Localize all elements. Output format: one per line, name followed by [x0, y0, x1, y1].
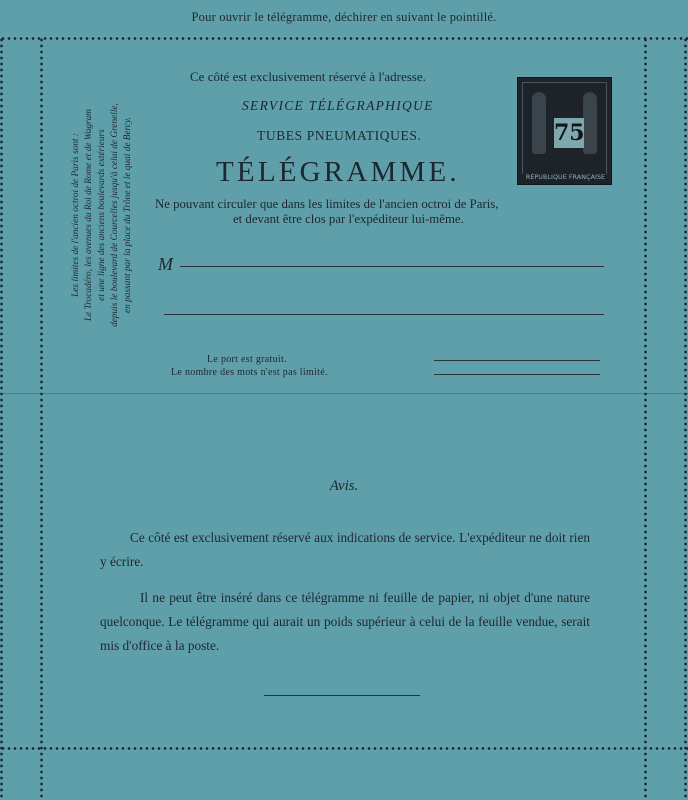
- notice-heading: Avis.: [329, 478, 359, 494]
- perforation-left: [0, 37, 3, 800]
- perforation-bottom: [0, 747, 688, 750]
- service-signature-line[interactable]: [264, 695, 420, 696]
- word-count-note: Le nombre des mots n'est pas limité.: [171, 367, 328, 378]
- address-line[interactable]: [164, 314, 604, 315]
- recipient-name-line[interactable]: [180, 266, 604, 267]
- tear-instruction: Pour ouvrir le télégramme, déchirer en suivant le pointillé.: [191, 10, 497, 24]
- stamp-figure-right-icon: [583, 92, 597, 154]
- restriction-line-2: et devant être clos par l'expéditeur lui-même.: [233, 212, 464, 226]
- perforation-right: [684, 37, 687, 800]
- restriction-line-1: Ne pouvant circuler que dans les limites de l'ancien octroi de Paris,: [155, 197, 499, 211]
- stamp-value: 75: [554, 120, 585, 146]
- perforation-left-inner: [40, 37, 43, 800]
- side-note-line: Le Trocadéro, les avenues du Roi de Rome et de Wagram: [84, 109, 94, 321]
- recipient-label: M: [158, 254, 173, 274]
- side-note-line: en passant par la place du Trône et le quai de Bercy.: [123, 117, 133, 313]
- address-line-short-1[interactable]: [434, 360, 600, 361]
- service-heading: SERVICE TÉLÉGRAPHIQUE: [242, 98, 434, 113]
- stamp-figure-left-icon: [532, 92, 546, 154]
- document-title: TÉLÉGRAMME.: [216, 156, 460, 188]
- postage-stamp: [517, 77, 612, 185]
- address-line-short-2[interactable]: [434, 374, 600, 375]
- side-note-line: Les limites de l'ancien octroi de Paris sont :: [71, 133, 81, 297]
- perforation-top: [0, 37, 688, 40]
- reserved-address-note: Ce côté est exclusivement réservé à l'adresse.: [190, 69, 426, 84]
- perforation-right-inner: [644, 37, 647, 800]
- side-note-line: et une ligne des anciens boulevards extérieurs: [97, 129, 107, 301]
- fold-line: [0, 393, 688, 394]
- tubes-heading: TUBES PNEUMATIQUES.: [257, 128, 422, 143]
- notice-paragraph-2: Il ne peut être inséré dans ce télégramme ni feuille de papier, ni objet d'une nature quelconque. Le télégramme qui aurait un poids supérieur à celui de la feuille vendue, serait mis d'office à la poste.: [100, 590, 590, 653]
- port-free-note: Le port est gratuit.: [207, 354, 287, 365]
- notice-paragraph-1: Ce côté est exclusivement réservé aux indications de service. L'expéditeur ne doit rien y écrire.: [100, 530, 590, 569]
- tear-off-strip[interactable]: [0, 0, 688, 38]
- octroi-limits-note: [70, 65, 150, 365]
- side-note-line: depuis le boulevard de Courcelles jusqu'à celui de Grenelle,: [110, 103, 120, 327]
- stamp-caption: RÉPUBLIQUE FRANÇAISE: [520, 174, 611, 181]
